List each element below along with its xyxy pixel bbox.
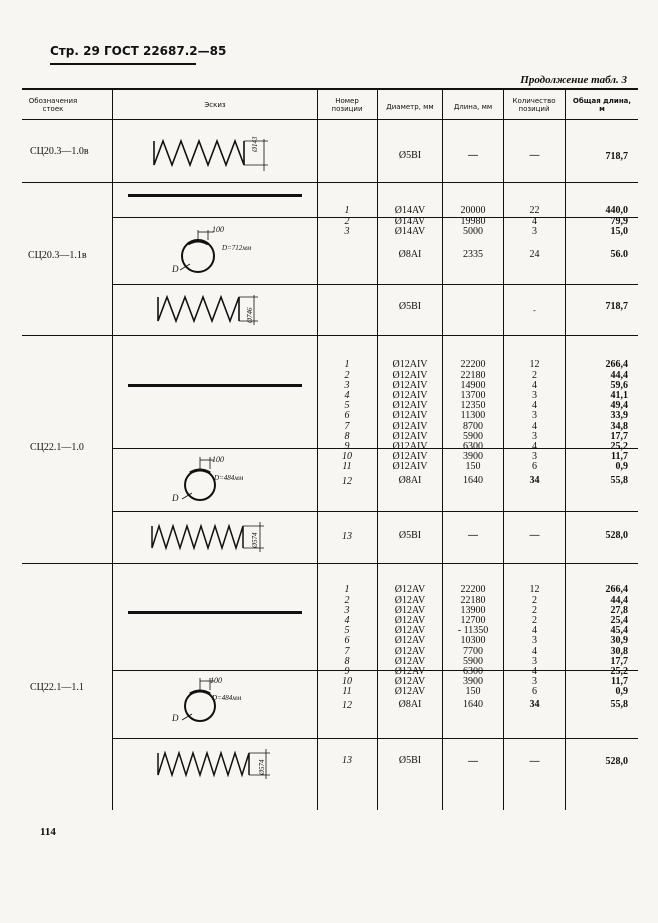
quantity-cell: — [529, 530, 540, 541]
diameter-cell: Ø8AI [398, 699, 422, 710]
total-cell: 55,8 [610, 475, 628, 486]
col-header-diameter: Диаметр, мм [386, 103, 434, 111]
diameter-cell: Ø5BI [398, 755, 422, 766]
position-cell: 12 [342, 700, 352, 711]
diameter-cell: Ø5BI [398, 301, 422, 312]
col-line-1 [112, 90, 113, 810]
diameter-cell: Ø5BI [398, 530, 422, 541]
header-underline [50, 63, 196, 65]
ring-offset-label: 100 [210, 676, 222, 685]
col-header-quantity: Количество позиций [512, 97, 556, 113]
diameter-list: Ø12AV Ø12AV Ø12AV Ø12AV Ø12AV Ø12AV Ø12AV Ø12AV Ø12AV Ø12AV Ø12AV [394, 584, 426, 698]
spring-dim-label: Ø574 [251, 532, 259, 548]
col-header-length: Длина, мм [453, 103, 493, 111]
quantity-list: 12 2 2 2 4 3 4 3 4 3 6 [529, 584, 540, 698]
total-list: 266,4 44,4 27,8 25,4 45,4 30,9 30,8 17,7 25,2 11,7 0,9 [605, 584, 628, 698]
total-list: 266,4 44,4 59,6 41,1 49,4 33,9 34,8 17,7 25,2 11,7 0,9 [605, 359, 628, 473]
table-top-border [22, 88, 638, 90]
position-list: 1 2 3 4 5 6 7 8 9 10 11 [342, 584, 352, 698]
position-cell: 12 [342, 476, 352, 487]
spring-sketch [144, 291, 284, 329]
length-cell: — [468, 150, 478, 161]
total-cell: 528,0 [605, 756, 628, 767]
length-cell: — [468, 530, 478, 541]
total-cell: 718,7 [605, 301, 628, 312]
quantity-list: 22 4 3 [529, 205, 540, 237]
diameter-list: Ø14AV Ø14AV Ø14AV [394, 205, 426, 237]
total-cell: 56.0 [610, 249, 628, 260]
diameter-cell: Ø8AI [398, 249, 422, 260]
position-cell: 13 [342, 755, 352, 766]
col-header-sketch: Эскиз [204, 101, 226, 109]
row-separator [113, 511, 638, 512]
length-list: 22200 22180 13900 12700 - 11350 10300 7700 5900 6300 3900 150 [457, 584, 489, 698]
bar-sketch [128, 384, 302, 387]
continuation-label: Продолжение табл. 3 [520, 74, 627, 86]
designation-cell: СЦ22.1—1.0 [30, 442, 84, 453]
length-cell: — [468, 756, 478, 767]
ring-dim-label: D=484мм [214, 474, 244, 482]
quantity-cell: - [533, 306, 536, 315]
diameter-list: Ø12AIV Ø12AIV Ø12AIV Ø12AIV Ø12AIV Ø12AIV Ø12AIV Ø12AIV Ø12AIV Ø12AIV Ø12AIV [392, 359, 428, 473]
spring-dim-label: Ø746 [246, 307, 254, 323]
ring-offset-label: 100 [212, 225, 224, 234]
group-separator [22, 563, 638, 564]
total-list: 440,0 79,9 15,0 [605, 205, 628, 237]
length-list: 20000 19980 5000 [460, 205, 486, 237]
col-header-designation: Обозначения стоек [28, 97, 78, 113]
col-header-total: Общая длина, м [572, 97, 632, 113]
position-list: 1 2 3 [344, 205, 350, 237]
length-cell: 1640 [463, 475, 483, 486]
quantity-list: 12 2 4 3 4 3 4 3 4 3 6 [529, 359, 540, 473]
spring-dim-label: Ø574 [258, 759, 266, 775]
length-cell: 1640 [463, 699, 483, 710]
spring-dim-label: Ø143 [251, 136, 259, 152]
ring-d-letter: D [172, 264, 179, 274]
ring-offset-label: 100 [212, 455, 224, 464]
ring-dim-label: D=712мм [222, 244, 252, 252]
total-cell: 718,7 [605, 151, 628, 162]
ring-dim-label: D=484мм [212, 694, 242, 702]
diameter-cell: Ø5BI [398, 150, 422, 161]
bar-sketch [128, 194, 302, 197]
row-separator [113, 738, 638, 739]
row-separator [113, 284, 638, 285]
length-list: 22200 22180 14900 13700 12350 11300 8700 5900 6300 3900 150 [460, 359, 486, 473]
designation-cell: СЦ20.3—1.0в [30, 146, 89, 157]
ring-d-letter: D [172, 713, 179, 723]
quantity-cell: 24 [529, 249, 540, 260]
group-separator [22, 182, 638, 183]
diameter-cell: Ø8AI [398, 475, 422, 486]
group-separator [22, 335, 638, 336]
total-cell: 528,0 [605, 530, 628, 541]
total-cell: 55,8 [610, 699, 628, 710]
quantity-cell: — [529, 150, 540, 161]
quantity-cell: — [529, 756, 540, 767]
col-header-position: Номер позиции [331, 97, 363, 113]
length-cell: 2335 [463, 249, 483, 260]
page-number: 114 [40, 826, 56, 838]
page-header: Стр. 29 ГОСТ 22687.2—85 [50, 44, 227, 58]
quantity-cell: 34 [529, 475, 540, 486]
position-cell: 13 [342, 531, 352, 542]
designation-cell: СЦ22.1—1.1 [30, 682, 84, 693]
ring-d-letter: D [172, 493, 179, 503]
table-header-border [22, 119, 638, 120]
bar-sketch [128, 611, 302, 614]
position-list: 1 2 3 4 5 6 7 8 9 10 11 [342, 359, 352, 473]
quantity-cell: 34 [529, 699, 540, 710]
designation-cell: СЦ20.3—1.1в [28, 250, 87, 261]
